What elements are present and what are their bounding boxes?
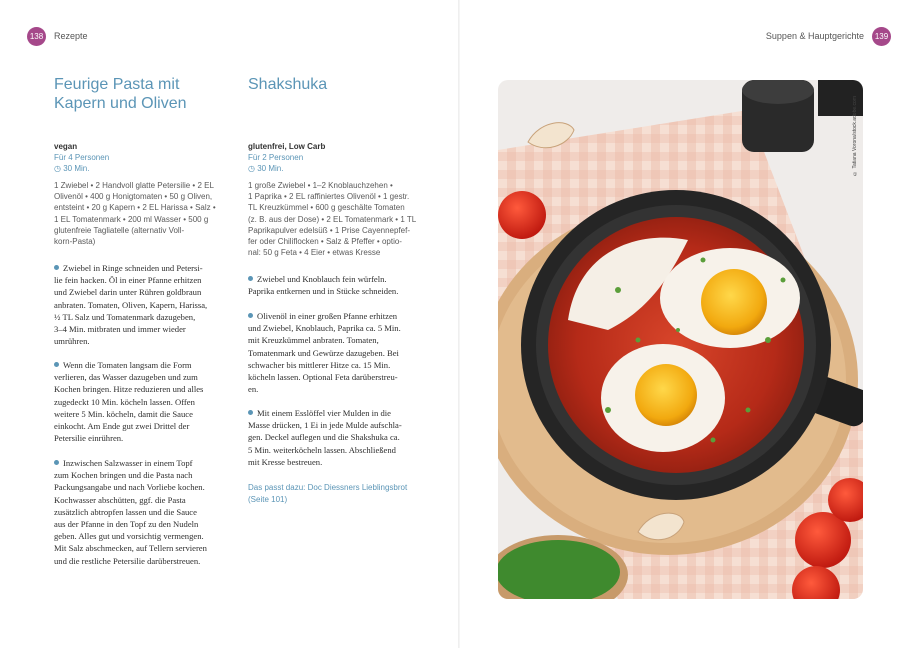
ingredient-line: nal: 50 g Feta • 4 Eier • etwas Kresse — [248, 248, 381, 258]
recipe2-meta — [248, 141, 325, 174]
tip-line: Das passt dazu: Doc Diessners Lieblingsbrot — [248, 483, 408, 492]
step-line: Inzwischen Salzwasser in einem Topf — [63, 458, 193, 468]
recipe2-step-1 — [248, 273, 398, 297]
recipe1-tag: vegan — [54, 142, 78, 151]
step-line: mit Kreuzkümmel anbraten. Tomaten, — [248, 335, 379, 346]
ingredient-line: 1 EL Tomatenmark • 200 ml Wasser • 500 g — [54, 214, 209, 224]
step-line: Paprika entkernen und in Stücke schneiden. — [248, 286, 399, 297]
recipe1-servings: Für 4 Personen — [54, 153, 110, 162]
photo-credit: © Tatiana Vorona/stock.adobe.com — [852, 96, 858, 176]
step-line: geben. Alles gut und vorsichtig vermengen. — [54, 531, 204, 542]
step-line: 5 Min. weiterköcheln lassen. Abschließend — [248, 444, 396, 455]
ingredient-line: (z. B. aus der Dose) • 2 EL Tomatenmark • 1 TL — [248, 214, 417, 224]
bullet-icon — [54, 265, 59, 270]
bullet-icon — [248, 410, 253, 415]
page-number-right: 139 — [872, 27, 891, 46]
step-line: Olivenöl in einer großen Pfanne erhitzen — [257, 311, 398, 321]
recipe2-time: 30 Min. — [257, 164, 284, 173]
step-line: Petersilie einrühren. — [54, 433, 124, 444]
bullet-icon — [248, 313, 253, 318]
recipe2-time-row — [248, 163, 325, 174]
ingredient-line: TL Kreuzkümmel • 600 g geschälte Tomaten — [248, 203, 405, 213]
recipe2-tag: glutenfrei, Low Carb — [248, 142, 326, 151]
step-line: Wenn die Tomaten langsam die Form — [63, 360, 192, 370]
step-line: Masse drücken, 1 Ei in jede Mulde aufschla- — [248, 420, 402, 431]
running-head-right: Suppen & Hauptgerichte — [765, 31, 864, 41]
step-line: 3–4 Min. mitbraten und immer wieder — [54, 324, 186, 335]
step-line: Kochwasser abschütten, ggf. die Pasta — [54, 494, 186, 505]
step-line: ½ TL Salz und Tomatenmark dazugeben, — [54, 311, 196, 322]
step-line: einkocht. Am Ende gut zwei Drittel der — [54, 421, 190, 432]
step-line: Mit Salz abschmecken, auf Tellern servieren — [54, 543, 207, 554]
ingredient-line: 1 große Zwiebel • 1–2 Knoblauchzehen • — [248, 181, 393, 190]
shakshuka-illustration — [498, 80, 863, 599]
recipe1-step-3 — [54, 457, 207, 567]
step-line: gen. Deckel auflegen und die Shakshuka ca. — [248, 432, 400, 443]
step-line: anbraten. Tomaten, Oliven, Kapern, Harissa, — [54, 299, 208, 310]
clock-icon: ◷ — [248, 164, 255, 173]
step-line: Zwiebel in Ringe schneiden und Petersi- — [63, 263, 203, 273]
step-line: aus der Pfanne in den Topf zu den Nudeln — [54, 519, 199, 530]
recipe1-title-line1: Feurige Pasta mit — [54, 76, 180, 93]
recipe1-time-row — [54, 163, 109, 174]
ingredient-line: Olivenöl • 400 g Honigtomaten • 50 g Oliven, — [54, 192, 213, 202]
recipe1-title-line2: Kapern und Oliven — [54, 95, 187, 112]
recipe1-step-1 — [54, 262, 207, 347]
step-line: Tomatenmark und Gewürze dazugeben. Bei — [248, 347, 399, 358]
recipe2-title: Shakshuka — [248, 76, 328, 93]
step-line: umrühren. — [54, 336, 90, 347]
step-line: zugedeckt 10 Min. köcheln lassen. Offen — [54, 396, 195, 407]
egg-yolk — [701, 269, 767, 335]
recipe1-step-2 — [54, 359, 203, 444]
ingredient-line: 1 Paprika • 2 EL raffiniertes Olivenöl • 1 gestr. — [248, 192, 410, 202]
cherry-tomato — [498, 191, 546, 239]
step-line: köcheln lassen. Optional Feta darüberstreu- — [248, 372, 398, 383]
recipe1-time: 30 Min. — [63, 164, 90, 173]
step-line: Zwiebel und Knoblauch fein würfeln. — [257, 274, 387, 284]
ingredient-line: fer oder Chiliflocken • Salz & Pfeffer • optio- — [248, 237, 402, 247]
bullet-icon — [54, 460, 59, 465]
bullet-icon — [248, 276, 253, 281]
book-spine — [458, 0, 460, 648]
recipe1-ingredients — [54, 180, 216, 247]
running-head-left: Rezepte — [54, 31, 88, 41]
ingredient-line: Paprikapulver edelsüß • 1 Prise Cayennepfef- — [248, 225, 410, 235]
recipe2-servings: Für 2 Personen — [248, 153, 304, 162]
step-line: schwacher bis mittlerer Hitze ca. 15 Min. — [248, 359, 391, 370]
shakshuka-photo — [498, 80, 863, 599]
ingredient-line: korn-Pasta) — [54, 237, 96, 247]
recipe2-step-3 — [248, 407, 402, 468]
step-line: und Zwiebel darin unter Rühren goldbraun — [54, 287, 202, 298]
step-line: weitere 5 Min. köcheln, damit die Sauce — [54, 408, 193, 419]
step-line: zum Kochen bringen und die Pasta nach — [54, 470, 193, 481]
ingredient-line: 1 Zwiebel • 2 Handvoll glatte Petersilie • 2 EL — [54, 181, 214, 190]
tip-line: (Seite 101) — [248, 494, 288, 504]
bullet-icon — [54, 362, 59, 367]
recipe2-ingredients — [248, 180, 416, 258]
egg-yolk — [635, 364, 697, 426]
ingredient-line: glutenfreie Tagliatelle (alternativ Voll- — [54, 225, 185, 235]
step-line: zusätzlich abtropfen lassen und die Sauce — [54, 506, 197, 517]
step-line: verlieren, das Wasser dazugeben und zum — [54, 372, 198, 383]
step-line: und Zwiebel, Knoblauch, Paprika ca. 5 Min. — [248, 323, 401, 334]
recipe2-tip[interactable] — [248, 482, 407, 505]
page-number-left: 138 — [27, 27, 46, 46]
step-line: lie fein hacken. Öl in einer Pfanne erhitzen — [54, 275, 202, 286]
recipe1-meta — [54, 141, 109, 174]
step-line: en. — [248, 384, 259, 395]
step-line: und die restliche Petersilie darüberstreuen. — [54, 555, 201, 566]
step-line: Mit einem Esslöffel vier Mulden in die — [257, 408, 391, 418]
step-line: Packungsangabe und nach Vorliebe kochen. — [54, 482, 205, 493]
step-line: mit Kresse bestreuen. — [248, 456, 323, 467]
recipe2-step-2 — [248, 310, 401, 395]
step-line: Kochen bringen. Hitze reduzieren und alles — [54, 384, 204, 395]
ingredient-line: entsteint • 20 g Kapern • 2 EL Harissa • Salz • — [54, 203, 216, 213]
clock-icon: ◷ — [54, 164, 61, 173]
recipe1-title — [54, 75, 187, 113]
